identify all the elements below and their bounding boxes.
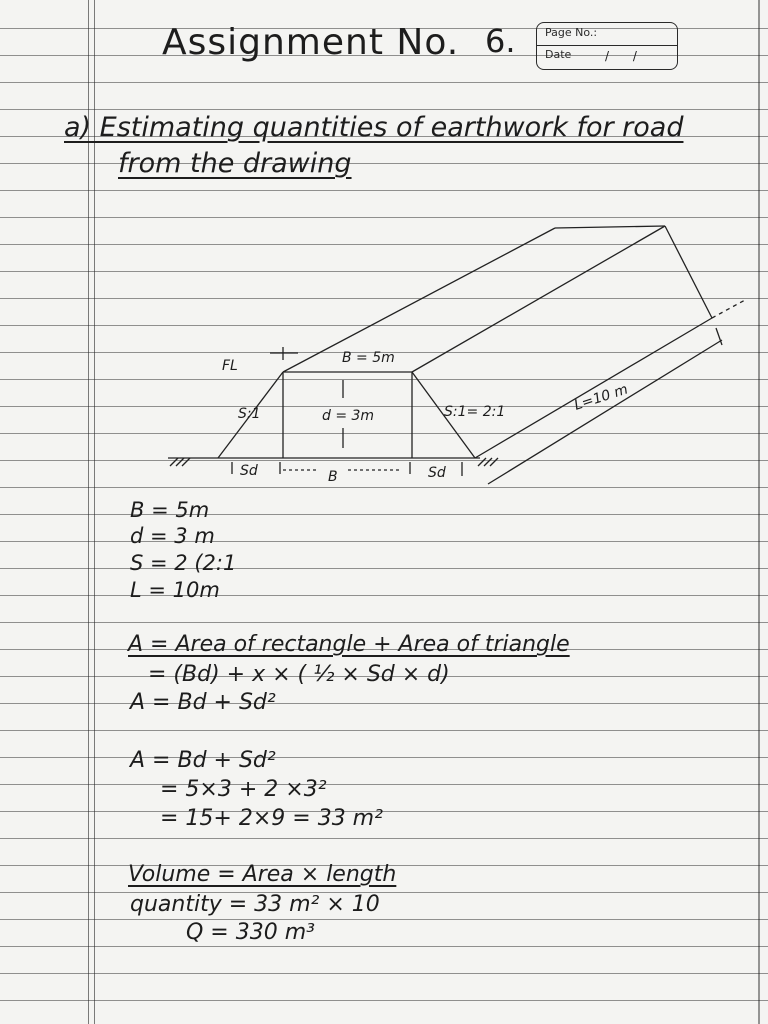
assignment-number: 6. [485,22,516,60]
perspective-top-right [412,226,665,372]
volume-result: Q = 330 m³ [186,920,315,945]
length-label: L=10 m [572,381,630,414]
given-d: d = 3 m [130,524,215,548]
area-calc-2: = 5×3 + 2 ×3² [160,777,327,802]
date-value: / / [605,49,647,63]
date-label: Date [545,48,572,61]
base-right-label: Sd [428,465,446,481]
area-calc-1: A = Bd + Sd² [130,748,276,773]
area-calc-3: = 15+ 2×9 = 33 m² [160,806,383,831]
area-step: = (Bd) + x × ( ½ × Sd × d) [148,662,450,687]
base-mid-label: B [328,469,338,485]
top-width-label: B = 5m [342,350,395,366]
page-title: Assignment No. [162,22,460,63]
right-slope-label: S:1= 2:1 [444,404,506,420]
volume-quantity: quantity = 33 m² × 10 [130,892,380,917]
perspective-top-edge [555,226,665,228]
left-slope-label: S:1 [238,406,261,422]
ground-hatching-left [170,458,190,466]
ground-hatching-right [478,458,498,466]
area-definition: A = Area of rectangle + Area of triangle [128,632,570,657]
depth-label: d = 3m [322,408,375,424]
perspective-top-left [283,228,555,372]
fl-label: FL [222,358,238,374]
perspective-dashed [712,300,745,318]
page-no-label: Page No.: [545,26,598,39]
given-l: L = 10m [130,578,220,602]
length-dimension-line [488,340,722,484]
volume-definition: Volume = Area × length [128,862,397,887]
base-left-label: Sd [240,463,258,479]
area-formula: A = Bd + Sd² [130,690,276,715]
perspective-bottom-edge [475,318,712,458]
question-heading-line2: from the drawing [118,148,352,179]
perspective-far-slope [665,226,712,318]
question-heading-line1: a) Estimating quantities of earthwork for road [64,112,684,143]
given-b: B = 5m [130,498,210,522]
given-s: S = 2 (2:1 [130,551,237,575]
